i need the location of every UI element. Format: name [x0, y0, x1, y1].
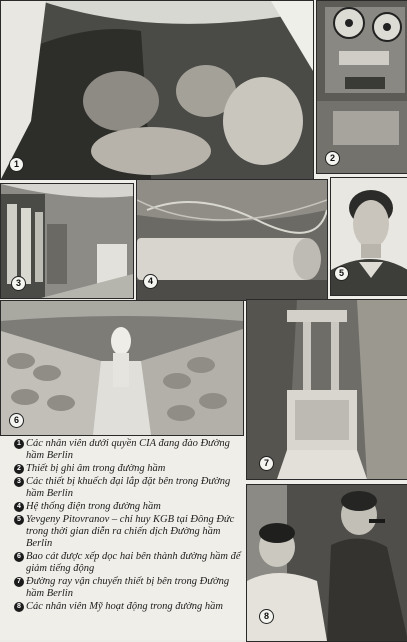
caption-item: [14, 551, 246, 575]
caption-number-badge: 4: [14, 502, 24, 512]
caption-number-badge: 2: [14, 464, 24, 474]
caption-text: Đường ray vận chuyển thiết bị bên trong Đường hầm Berlin: [26, 576, 230, 599]
photo-american-personnel: [246, 484, 407, 642]
caption-text: Bao cát được xếp dọc hai bên thành đường hầm để giảm tiếng động: [26, 551, 241, 574]
caption-number-badge: 5: [14, 515, 24, 525]
caption-number-badge: 1: [14, 439, 24, 449]
caption-text: Các nhân viên Mỹ hoạt động trong đường hầm: [26, 601, 224, 612]
photo-number-badge: 6: [9, 413, 24, 428]
caption-item: [14, 576, 246, 600]
photo-number-badge: 4: [143, 274, 158, 289]
photo-number-badge: 2: [325, 151, 340, 166]
photo-number-badge: 7: [259, 456, 274, 471]
caption-number-badge: 3: [14, 477, 24, 487]
caption-text: Hệ thống điện trong đường hầm: [26, 501, 161, 512]
caption-text: Các nhân viên dưới quyền CIA đang đào Đường hầm Berlin: [26, 438, 230, 461]
caption-item: [14, 501, 246, 513]
photo-recording-equipment: [316, 0, 407, 174]
photo-number-badge: 1: [9, 157, 24, 172]
photo-rail-transport: [246, 299, 407, 480]
caption-item: [14, 476, 246, 500]
photo-captions-list: [14, 438, 246, 614]
caption-text: Các thiết bị khuếch đại lắp đặt bên trong Đường hầm Berlin: [26, 476, 231, 499]
caption-text: Yevgeny Pitovranov – chỉ huy KGB tại Đông Đức trong thời gian diễn ra chiến dịch Đường hầm Berlin: [26, 514, 235, 549]
caption-item: [14, 463, 246, 475]
caption-item: [14, 601, 246, 613]
caption-number-badge: 7: [14, 577, 24, 587]
caption-text: Thiết bị ghi âm trong đường hầm: [26, 463, 166, 474]
photo-sandbags: [0, 300, 244, 436]
photo-portrait-pitovranov: [330, 177, 407, 296]
caption-number-badge: 8: [14, 602, 24, 612]
photo-number-badge: 5: [334, 266, 349, 281]
caption-item: [14, 514, 246, 550]
photo-amplifiers: [0, 183, 134, 299]
photo-number-badge: 3: [11, 276, 26, 291]
caption-number-badge: 6: [14, 552, 24, 562]
photo-number-badge: 8: [259, 609, 274, 624]
photo-tunnel-digging: [0, 0, 314, 180]
caption-item: [14, 438, 246, 462]
photo-electrical-system: [136, 179, 328, 301]
